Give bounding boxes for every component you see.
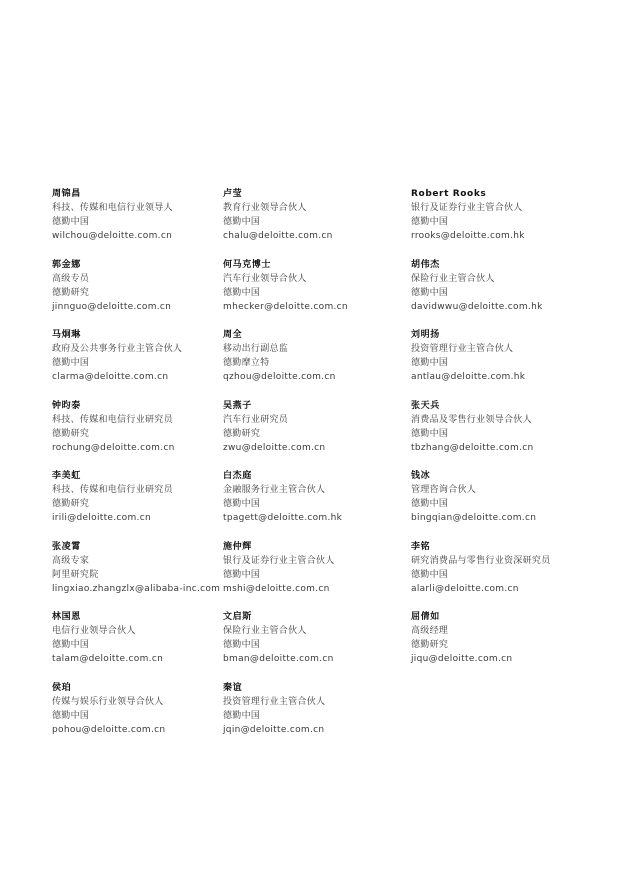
contact-organization: 德勤中国 [411,428,449,439]
contact-email[interactable]: zwu@deloitte.com.cn [223,442,326,453]
contact-email[interactable]: tpagett@deloitte.com.hk [223,513,343,523]
contact-name: Robert Rooks [411,189,487,199]
contact-organization: 德勤研究 [223,428,261,439]
contact-organization: 德勤研究 [52,428,90,439]
contact-card [223,328,403,399]
contact-email[interactable]: bman@deloitte.com.cn [223,654,334,664]
contact-email[interactable]: jinnguo@deloitte.com.cn [52,301,172,312]
contact-organization: 德勤中国 [411,569,449,580]
contact-email[interactable]: qzhou@deloitte.com.cn [223,372,336,382]
contact-name: 钱冰 [411,471,431,481]
contact-email[interactable]: jqin@deloitte.com.cn [223,724,325,735]
contact-card [52,187,212,258]
contact-organization: 德勤摩立特 [223,358,270,368]
contact-organization: 阿里研究院 [52,569,99,580]
contact-card [411,187,611,258]
contact-name: 林国恩 [52,612,81,622]
contact-name: 白杰庭 [223,471,252,481]
contact-name: 钟昀泰 [52,400,81,411]
contact-email[interactable]: irili@deloitte.com.cn [52,513,151,523]
contact-card [411,399,611,470]
contact-title: 科技、传媒和电信行业研究员 [52,414,173,425]
contact-name: 文启斯 [223,612,252,622]
contact-organization: 德勤中国 [411,217,449,227]
contact-name: 周全 [223,330,243,340]
contact-name: 吴燕子 [223,400,252,411]
contact-card [52,610,212,681]
contact-card [52,258,212,329]
contact-title: 汽车行业领导合伙人 [223,273,307,284]
contact-email[interactable]: jiqu@deloitte.com.cn [411,654,513,664]
contact-name: 秦谊 [223,682,243,693]
contact-email[interactable]: rochung@deloitte.com.cn [52,442,175,453]
contact-card [223,469,403,540]
contact-title: 投资管理行业主管合伙人 [223,696,326,707]
contact-name: 何马克博士 [223,259,272,270]
contact-title: 消费品及零售行业领导合伙人 [411,414,532,425]
contact-card [223,187,403,258]
contact-card [52,540,221,611]
contact-card [411,540,611,611]
contact-name: 侯珀 [52,682,72,693]
contacts-column-1 [52,187,221,751]
contact-title: 高级经理 [411,626,449,636]
contact-organization: 德勤中国 [223,217,261,227]
contact-name: 李美虹 [52,471,81,481]
contact-email[interactable]: lingxiao.zhangzlx@alibaba-inc.com [52,583,221,594]
contact-title: 投资管理行业主管合伙人 [411,344,514,354]
contact-email[interactable]: mhecker@deloitte.com.cn [223,301,348,312]
contact-organization: 德勤中国 [223,287,261,298]
contact-name: 卢莹 [223,189,243,199]
contact-email[interactable]: antlau@deloitte.com.hk [411,372,526,382]
contact-title: 研究消费品与零售行业资深研究员 [411,555,551,566]
contact-organization: 德勤中国 [52,358,90,368]
contact-organization: 德勤中国 [223,499,261,509]
contact-card [411,469,611,540]
contact-name: 马炯琳 [52,330,81,340]
contact-organization: 德勤中国 [411,287,449,298]
contact-title: 高级专员 [52,273,90,284]
contact-email[interactable]: mshi@deloitte.com.cn [223,583,330,594]
contact-title: 金融服务行业主管合伙人 [223,485,326,495]
contact-card [223,681,403,752]
contact-organization: 德勤中国 [52,710,90,721]
contact-email[interactable]: tbzhang@deloitte.com.cn [411,442,534,453]
contact-name: 周锦昌 [52,189,81,199]
contact-title: 教育行业领导合伙人 [223,203,307,213]
contact-name: 刘明扬 [411,330,440,340]
contact-organization: 德勤中国 [223,640,261,650]
contact-card [411,258,611,329]
contact-organization: 德勤中国 [223,569,261,580]
contact-email[interactable]: pohou@deloitte.com.cn [52,724,166,735]
contact-email[interactable]: rrooks@deloitte.com.hk [411,231,525,241]
contact-name: 胡伟杰 [411,259,440,270]
contact-card [223,540,403,611]
contact-card [411,610,611,681]
contact-title: 银行及证券行业主管合伙人 [223,555,335,566]
contact-title: 政府及公共事务行业主管合伙人 [52,344,183,354]
contact-organization: 德勤研究 [52,287,90,298]
contacts-column-2 [223,187,403,751]
contact-title: 管理咨询合伙人 [411,485,477,495]
contact-email[interactable]: wilchou@deloitte.com.cn [52,231,173,241]
contact-name: 施仲辉 [223,541,252,552]
contact-organization: 德勤研究 [411,640,449,650]
contact-email[interactable]: davidwwu@deloitte.com.hk [411,301,543,312]
contact-name: 张凌霄 [52,541,81,552]
contact-title: 电信行业领导合伙人 [52,626,136,636]
contact-title: 高级专家 [52,555,90,566]
contact-organization: 德勤中国 [52,640,90,650]
contact-email[interactable]: bingqian@deloitte.com.cn [411,513,537,523]
contact-card [223,258,403,329]
contact-organization: 德勤中国 [411,358,449,368]
contact-title: 保险行业主管合伙人 [411,273,495,284]
contact-card [52,399,212,470]
contact-title: 传媒与娱乐行业领导合伙人 [52,696,164,707]
contact-name: 李铭 [411,541,431,552]
contact-card [52,328,212,399]
contact-card [52,469,212,540]
contacts-column-3 [411,187,611,681]
contact-title: 科技、传媒和电信行业研究员 [52,485,173,495]
contact-title: 科技、传媒和电信行业领导人 [52,203,173,213]
contact-email[interactable]: chalu@deloitte.com.cn [223,231,333,241]
contact-organization: 德勤中国 [223,710,261,721]
contact-organization: 德勤中国 [411,499,449,509]
contact-email[interactable]: clarma@deloitte.com.cn [52,372,169,382]
contact-card [223,610,403,681]
contact-card [52,681,212,752]
contact-name: 郭金娜 [52,259,81,270]
contact-card [223,399,403,470]
contact-title: 汽车行业研究员 [223,414,289,425]
contact-title: 保险行业主管合伙人 [223,626,307,636]
contact-email[interactable]: alarli@deloitte.com.cn [411,583,519,594]
contact-email[interactable]: talam@deloitte.com.cn [52,654,164,664]
contact-organization: 德勤研究 [52,499,90,509]
contact-organization: 德勤中国 [52,217,90,227]
contact-card [411,328,611,399]
contact-title: 银行及证券行业主管合伙人 [411,203,523,213]
contact-name: 屈倩如 [411,612,440,622]
contact-title: 移动出行副总监 [223,344,289,354]
contact-name: 张天兵 [411,400,440,411]
